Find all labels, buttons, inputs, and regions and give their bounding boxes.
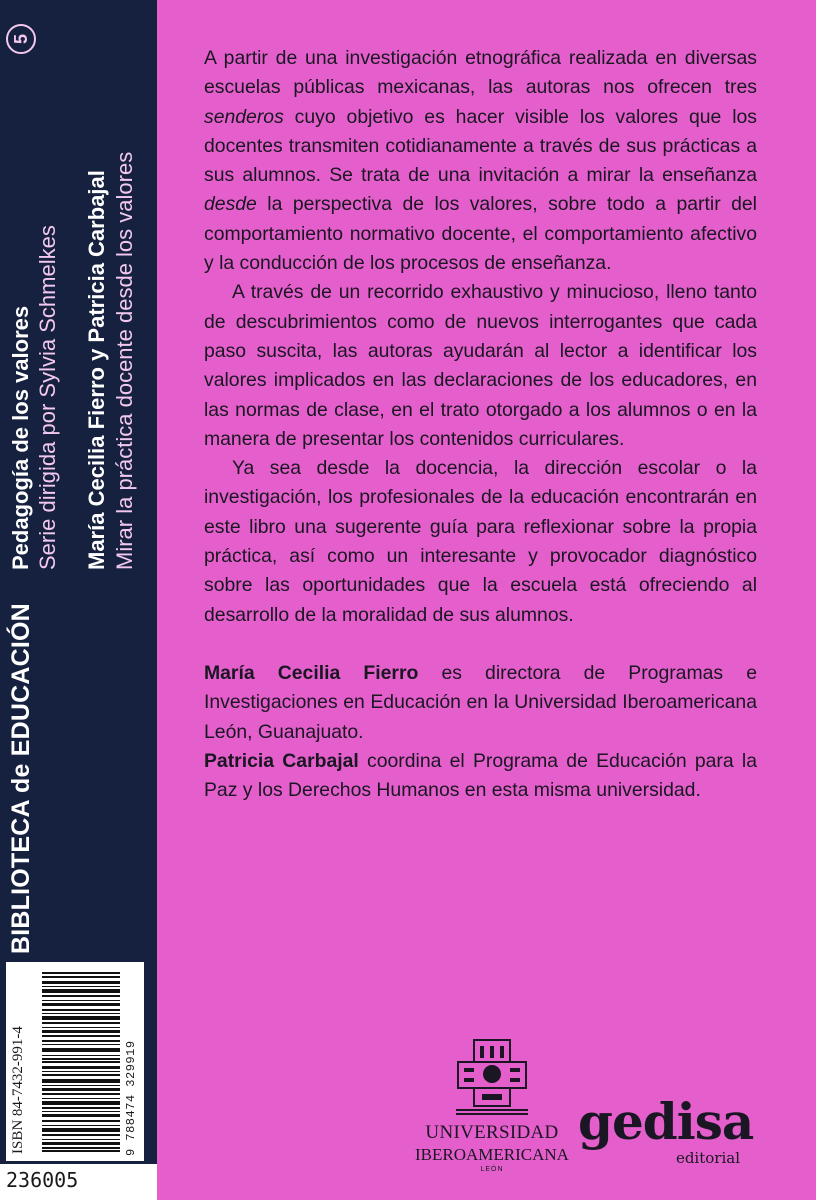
university-name-line-3: LEÓN: [480, 1166, 504, 1173]
back-cover-blurb: [204, 44, 757, 805]
series-number-badge: 5: [6, 24, 36, 54]
barcode-panel: [6, 962, 144, 1161]
collection-name: BIBLIOTECA de EDUCACIÓN: [7, 603, 35, 954]
author-1-name: María Cecilia Fierro: [204, 661, 419, 684]
spine-rotated-text: [0, 0, 157, 960]
spine-book-title: Mirar la práctica docente desde los valores: [112, 151, 137, 570]
author-2-name: Patricia Carbajal: [204, 749, 359, 772]
publisher-logo: [578, 1092, 754, 1184]
product-code-strip: [0, 1164, 157, 1200]
university-name-line-2: IBEROAMERICANA: [415, 1145, 569, 1164]
author-bio-1: María Cecilia Fierro es directora de Programas e Investigaciones en Educación en la Universidad Iberoamericana León, Guanajuato.: [204, 661, 757, 743]
university-seal-icon: [454, 1038, 530, 1118]
university-logo: [412, 1038, 572, 1188]
university-name-line-1: UNIVERSIDAD: [425, 1122, 559, 1143]
blurb-paragraph-3: Ya sea desde la docencia, la dirección escolar o la investigación, los profesionales de la educación encontrarán en este libro una sugerente guía para reflexionar sobre la propia práctica, así como un interesante y provocador diagnóstico sobre las oportunidades que la escuela está ofreciendo al desarrollo de la moralidad de sus alumnos.: [204, 457, 757, 626]
product-code: 236005: [6, 1168, 79, 1192]
series-title: Pedagogía de los valores: [8, 305, 33, 570]
publisher-name: gedisa: [578, 1092, 754, 1151]
barcode-icon: [42, 972, 120, 1152]
spine: [0, 0, 157, 1200]
blurb-paragraph-2: A través de un recorrido exhaustivo y minucioso, lleno tanto de descubrimientos como de nuevos interrogantes que cada paso suscita, las autoras ayudarán al lector a identificar los valores implicados en las declaraciones de los educadores, en las normas de clase, en el trato otorgado a los alumnos o en la manera de presentar los contenidos curriculares.: [204, 281, 757, 450]
blurb-paragraph-1: A partir de una investigación etnográfica realizada en diversas escuelas públicas mexicanas, las autoras nos ofrecen tres senderos cuyo objetivo es hacer visible los valores que los docentes transmiten cotidianamente a través de sus prácticas a sus alumnos. Se trata de una invitación a mirar la enseñanza desde la perspectiva de los valores, sobre todo a partir del comportamiento normativo docente, el comportamiento afectivo y la conducción de los procesos de enseñanza.: [204, 47, 757, 275]
author-bio-2: Patricia Carbajal coordina el Programa de Educación para la Paz y los Derechos Humanos en esta misma universidad.: [204, 749, 757, 802]
publisher-subtitle: editorial: [675, 1149, 740, 1167]
spine-authors: María Cecilia Fierro y Patricia Carbajal: [84, 170, 109, 570]
isbn-text: ISBN 84-7432-991-4: [10, 1026, 26, 1154]
series-subtitle: Serie dirigida por Sylvia Schmelkes: [35, 225, 60, 570]
barcode-digits: 9 788474 329919: [124, 1040, 138, 1156]
